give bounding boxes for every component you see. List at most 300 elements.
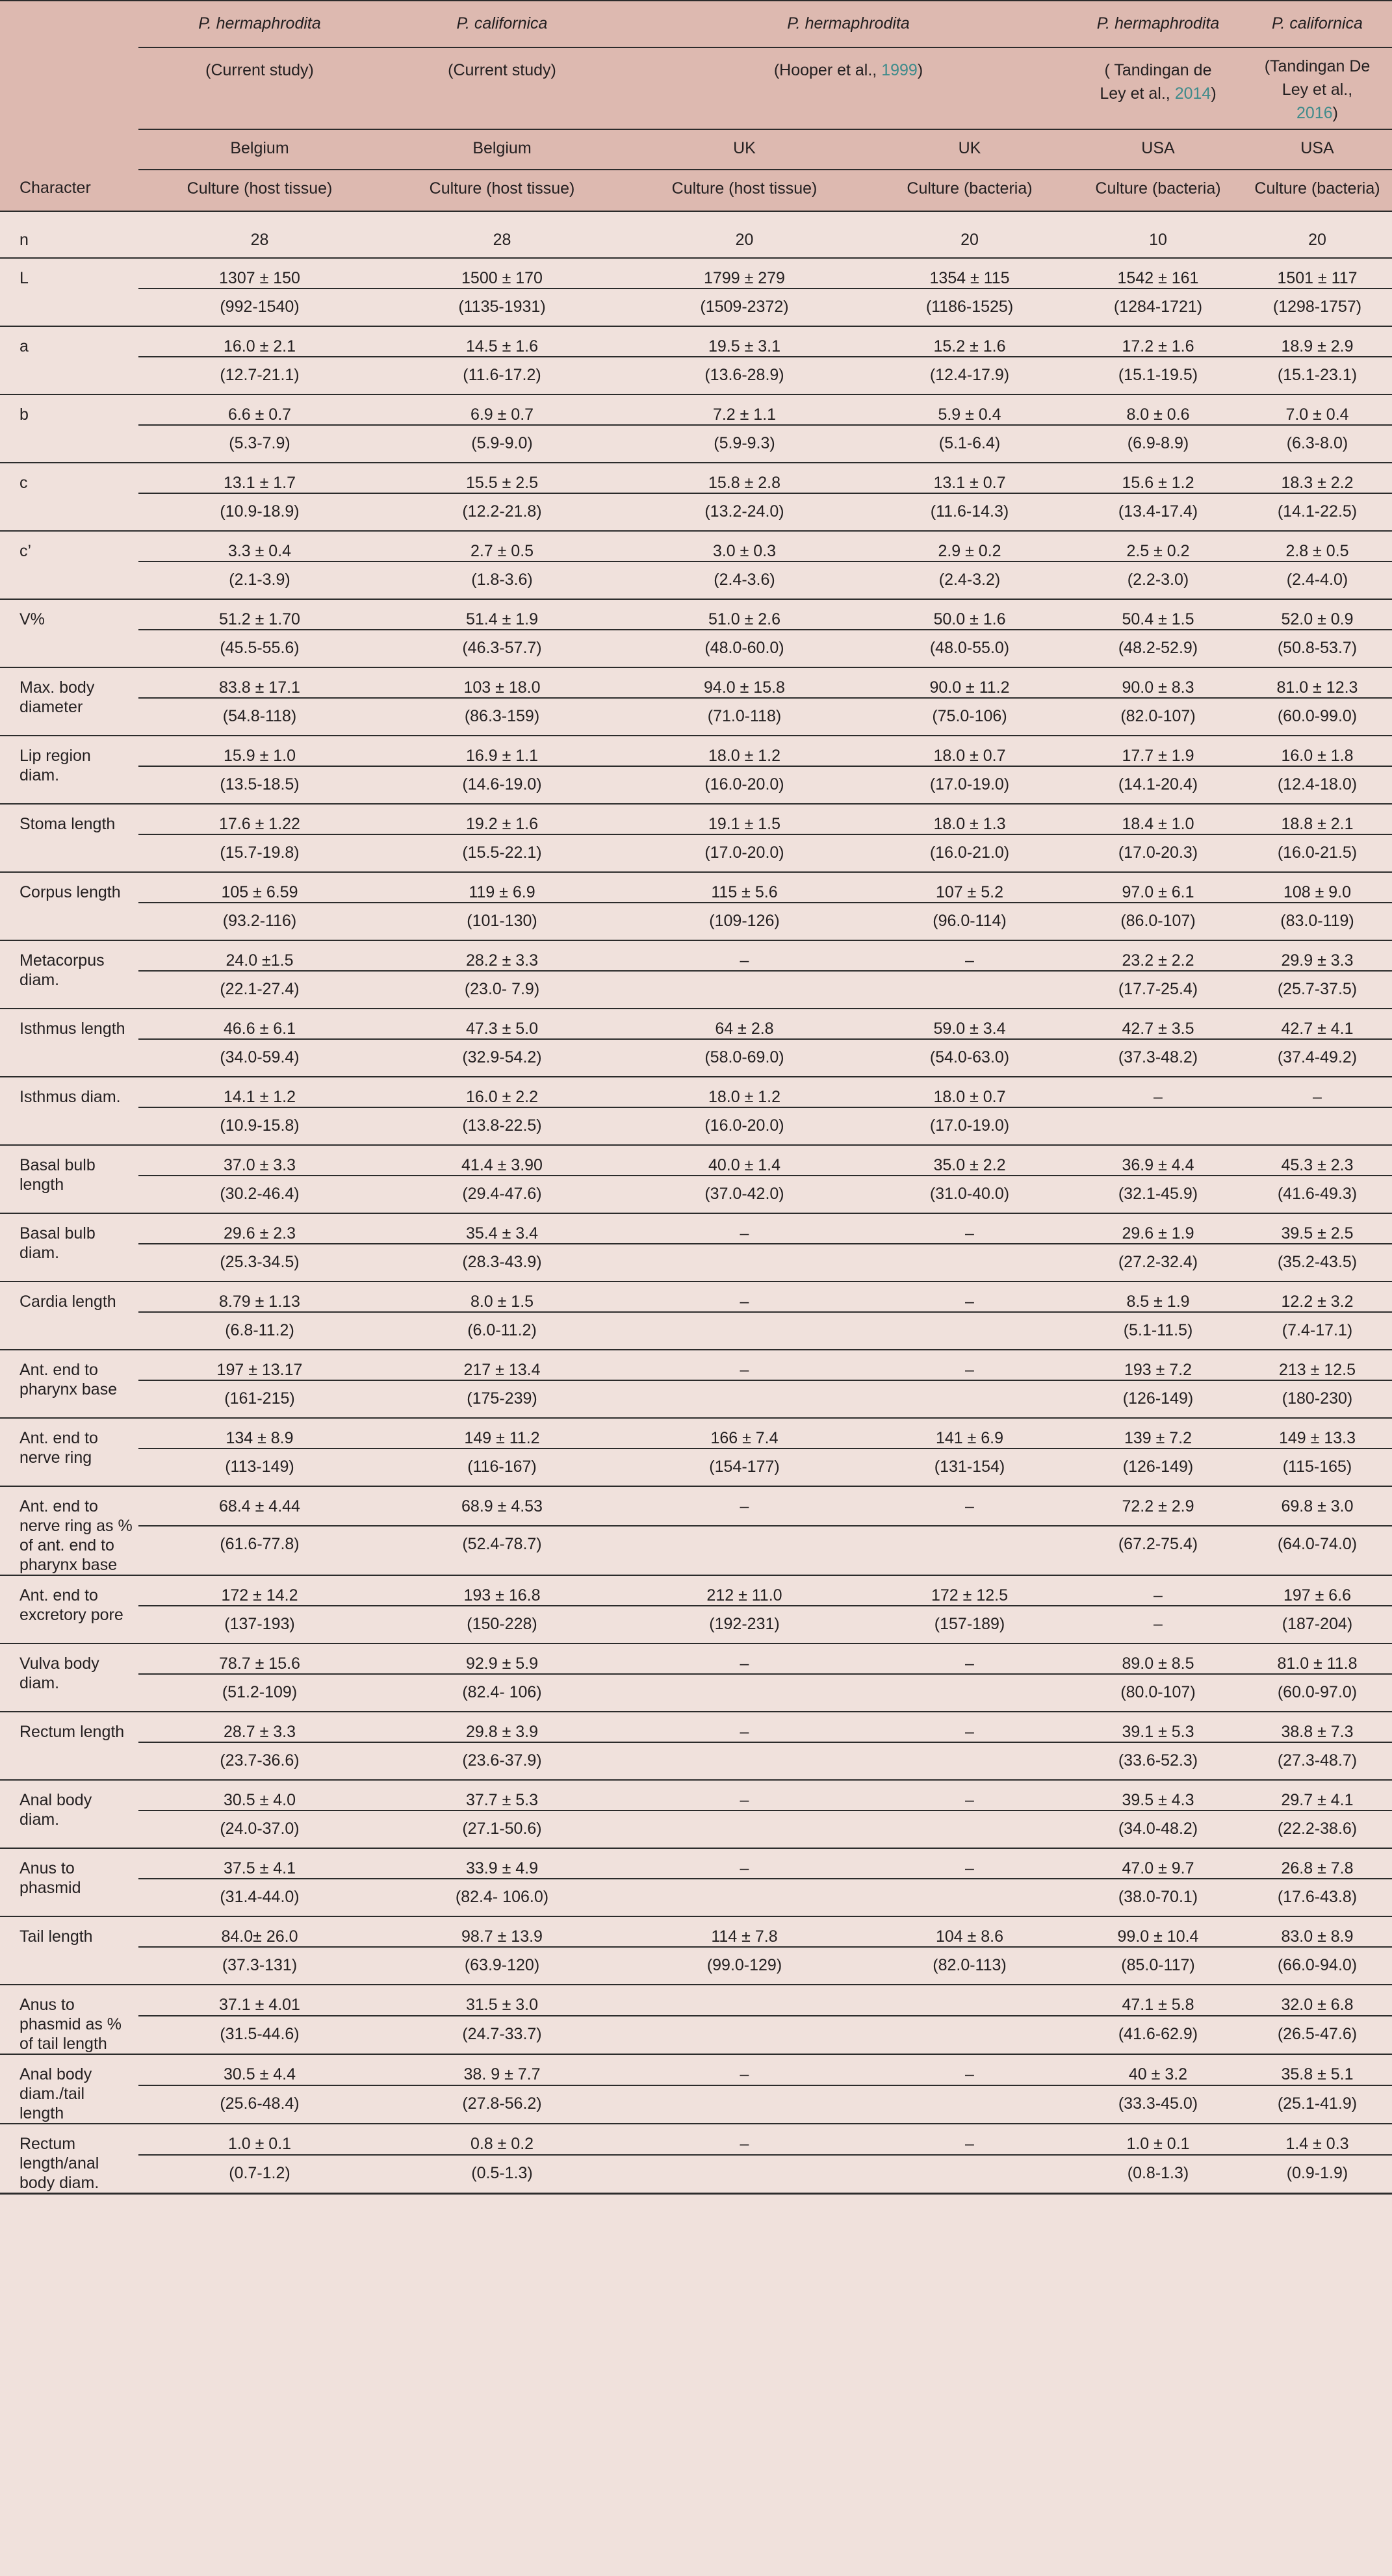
cell-range: (16.0-21.0) bbox=[866, 834, 1074, 872]
cell-range: (6.3-8.0) bbox=[1243, 425, 1392, 463]
cell-mean: 51.4 ± 1.9 bbox=[381, 599, 623, 630]
cell-value: 20 bbox=[623, 211, 866, 258]
row-label: Basal bulb diam. bbox=[0, 1213, 138, 1282]
cell-range: (10.9-18.9) bbox=[138, 493, 381, 531]
row-label: Tail length bbox=[0, 1916, 138, 1985]
table-row bbox=[0, 630, 1392, 667]
study-text: ) bbox=[1211, 84, 1217, 103]
cell-mean: – bbox=[623, 1712, 866, 1742]
table-row bbox=[0, 1380, 1392, 1418]
cell-mean: 141 ± 6.9 bbox=[866, 1418, 1074, 1449]
cell-mean: 13.1 ± 1.7 bbox=[138, 463, 381, 493]
table-row bbox=[0, 1643, 1392, 1674]
cell-range: (1186-1525) bbox=[866, 289, 1074, 326]
cell-mean: 24.0 ±1.5 bbox=[138, 940, 381, 971]
cell-range: (24.0-37.0) bbox=[138, 1810, 381, 1848]
cell-mean: 35.0 ± 2.2 bbox=[866, 1145, 1074, 1176]
cell-range: (0.5-1.3) bbox=[381, 2155, 623, 2193]
cell-mean: – bbox=[866, 1282, 1074, 1312]
cell-mean: 3.3 ± 0.4 bbox=[138, 531, 381, 561]
cell-value: 20 bbox=[1243, 211, 1392, 258]
cell-range bbox=[623, 2016, 866, 2054]
cell-mean: 28.7 ± 3.3 bbox=[138, 1712, 381, 1742]
cell-mean: 64 ± 2.8 bbox=[623, 1009, 866, 1039]
cell-range: (32.9-54.2) bbox=[381, 1039, 623, 1077]
cell-range: (180-230) bbox=[1243, 1380, 1392, 1418]
cell-range: (38.0-70.1) bbox=[1074, 1879, 1243, 1916]
cell-range: (13.6-28.9) bbox=[623, 357, 866, 394]
cell-mean: – bbox=[866, 2124, 1074, 2155]
cell-range: (34.0-59.4) bbox=[138, 1039, 381, 1077]
cell-mean: 2.5 ± 0.2 bbox=[1074, 531, 1243, 561]
cell-range: (5.3-7.9) bbox=[138, 425, 381, 463]
study-header bbox=[1243, 47, 1392, 129]
cell-mean: 5.9 ± 0.4 bbox=[866, 394, 1074, 425]
cell-mean: 18.0 ± 0.7 bbox=[866, 736, 1074, 766]
study-header bbox=[623, 47, 1074, 129]
cell-mean: 1.4 ± 0.3 bbox=[1243, 2124, 1392, 2155]
cell-range: (37.3-48.2) bbox=[1074, 1039, 1243, 1077]
cell-mean: 51.2 ± 1.70 bbox=[138, 599, 381, 630]
corner-cell bbox=[0, 1, 138, 47]
cell-mean: 47.1 ± 5.8 bbox=[1074, 1985, 1243, 2016]
table-row bbox=[0, 667, 1392, 698]
cell-range bbox=[866, 1312, 1074, 1350]
cell-mean bbox=[623, 1985, 866, 2016]
cell-range: (66.0-94.0) bbox=[1243, 1947, 1392, 1985]
cell-range: (175-239) bbox=[381, 1380, 623, 1418]
cell-range: (12.7-21.1) bbox=[138, 357, 381, 394]
cell-range: (75.0-106) bbox=[866, 698, 1074, 736]
cell-mean: – bbox=[623, 1282, 866, 1312]
cell-mean: – bbox=[866, 1486, 1074, 1526]
culture-header-row bbox=[0, 170, 1392, 211]
row-label: L bbox=[0, 258, 138, 326]
row-label: Metacorpus diam. bbox=[0, 940, 138, 1009]
citation-link[interactable]: 1999 bbox=[881, 61, 918, 79]
table-row bbox=[0, 258, 1392, 289]
table-row bbox=[0, 425, 1392, 463]
cell-mean: 29.7 ± 4.1 bbox=[1243, 1780, 1392, 1810]
cell-range: (1298-1757) bbox=[1243, 289, 1392, 326]
cell-mean: 139 ± 7.2 bbox=[1074, 1418, 1243, 1449]
cell-mean: 89.0 ± 8.5 bbox=[1074, 1643, 1243, 1674]
cell-range bbox=[866, 2016, 1074, 2054]
cell-mean: 18.0 ± 0.7 bbox=[866, 1077, 1074, 1107]
cell-mean: 83.0 ± 8.9 bbox=[1243, 1916, 1392, 1947]
species-header: P. hermaphrodita bbox=[138, 1, 381, 47]
table-row bbox=[0, 2085, 1392, 2124]
cell-mean: 6.9 ± 0.7 bbox=[381, 394, 623, 425]
cell-mean: 14.5 ± 1.6 bbox=[381, 326, 623, 357]
cell-range: (2.1-3.9) bbox=[138, 561, 381, 599]
table-row bbox=[0, 1213, 1392, 1244]
cell-mean: 13.1 ± 0.7 bbox=[866, 463, 1074, 493]
cell-mean: – bbox=[623, 2124, 866, 2155]
cell-range bbox=[623, 1810, 866, 1848]
study-header-row bbox=[0, 47, 1392, 129]
cell-mean: 29.6 ± 2.3 bbox=[138, 1213, 381, 1244]
cell-mean: 107 ± 5.2 bbox=[866, 872, 1074, 903]
cell-mean: – bbox=[866, 2054, 1074, 2085]
cell-range: (24.7-33.7) bbox=[381, 2016, 623, 2054]
study-text: (Current study) bbox=[205, 61, 314, 79]
cell-mean: 81.0 ± 11.8 bbox=[1243, 1643, 1392, 1674]
cell-mean: 47.3 ± 5.0 bbox=[381, 1009, 623, 1039]
row-label: Ant. end to pharynx base bbox=[0, 1350, 138, 1418]
cell-mean: 69.8 ± 3.0 bbox=[1243, 1486, 1392, 1526]
cell-range: (28.3-43.9) bbox=[381, 1244, 623, 1282]
cell-mean: 33.9 ± 4.9 bbox=[381, 1848, 623, 1879]
cell-range: (1284-1721) bbox=[1074, 289, 1243, 326]
cell-range: (25.7-37.5) bbox=[1243, 971, 1392, 1009]
cell-range: (13.4-17.4) bbox=[1074, 493, 1243, 531]
cell-range: (37.4-49.2) bbox=[1243, 1039, 1392, 1077]
cell-range: (34.0-48.2) bbox=[1074, 1810, 1243, 1848]
cell-mean: 28.2 ± 3.3 bbox=[381, 940, 623, 971]
cell-mean: 1307 ± 150 bbox=[138, 258, 381, 289]
cell-mean: 68.9 ± 4.53 bbox=[381, 1486, 623, 1526]
cell-range: (37.3-131) bbox=[138, 1947, 381, 1985]
cell-range: (187-204) bbox=[1243, 1606, 1392, 1643]
table-row bbox=[0, 698, 1392, 736]
cell-range: (22.2-38.6) bbox=[1243, 1810, 1392, 1848]
cell-range: (16.0-20.0) bbox=[623, 766, 866, 804]
row-label: Rectum length/anal body diam. bbox=[0, 2124, 138, 2194]
cell-range: (33.6-52.3) bbox=[1074, 1742, 1243, 1780]
cell-range: (64.0-74.0) bbox=[1243, 1526, 1392, 1575]
row-label: Anal body diam./tail length bbox=[0, 2054, 138, 2124]
cell-range: (0.7-1.2) bbox=[138, 2155, 381, 2193]
cell-mean: 83.8 ± 17.1 bbox=[138, 667, 381, 698]
cell-mean: 1500 ± 170 bbox=[381, 258, 623, 289]
cell-range: (41.6-49.3) bbox=[1243, 1176, 1392, 1213]
cell-range: (113-149) bbox=[138, 1449, 381, 1486]
cell-range: (1135-1931) bbox=[381, 289, 623, 326]
cell-range: (126-149) bbox=[1074, 1380, 1243, 1418]
cell-mean: 212 ± 11.0 bbox=[623, 1575, 866, 1606]
species-header-row bbox=[0, 1, 1392, 47]
cell-range: (63.9-120) bbox=[381, 1947, 623, 1985]
cell-mean: 3.0 ± 0.3 bbox=[623, 531, 866, 561]
cell-range: (25.6-48.4) bbox=[138, 2085, 381, 2124]
cell-mean: 45.3 ± 2.3 bbox=[1243, 1145, 1392, 1176]
cell-range bbox=[623, 1674, 866, 1712]
cell-mean: 39.5 ± 2.5 bbox=[1243, 1213, 1392, 1244]
cell-range: (32.1-45.9) bbox=[1074, 1176, 1243, 1213]
cell-mean: 149 ± 11.2 bbox=[381, 1418, 623, 1449]
cell-range: (15.5-22.1) bbox=[381, 834, 623, 872]
table-row bbox=[0, 1350, 1392, 1380]
country-header: Belgium bbox=[138, 129, 381, 170]
cell-range: (17.0-20.0) bbox=[623, 834, 866, 872]
cell-mean: 1.0 ± 0.1 bbox=[138, 2124, 381, 2155]
cell-range: (14.1-22.5) bbox=[1243, 493, 1392, 531]
table-row bbox=[0, 1039, 1392, 1077]
cell-range: (26.5-47.6) bbox=[1243, 2016, 1392, 2054]
cell-mean: 197 ± 13.17 bbox=[138, 1350, 381, 1380]
cell-range: (27.1-50.6) bbox=[381, 1810, 623, 1848]
cell-mean: 114 ± 7.8 bbox=[623, 1916, 866, 1947]
study-text: (Tandingan De Ley et al., bbox=[1264, 57, 1371, 99]
cell-range bbox=[623, 1244, 866, 1282]
cell-range: (33.3-45.0) bbox=[1074, 2085, 1243, 2124]
table-row bbox=[0, 1916, 1392, 1947]
culture-header: Culture (bacteria) bbox=[1074, 170, 1243, 211]
row-label: a bbox=[0, 326, 138, 394]
cell-mean: 30.5 ± 4.0 bbox=[138, 1780, 381, 1810]
table-row bbox=[0, 1526, 1392, 1575]
cell-range: (22.1-27.4) bbox=[138, 971, 381, 1009]
table-row bbox=[0, 1712, 1392, 1742]
cell-mean: 12.2 ± 3.2 bbox=[1243, 1282, 1392, 1312]
table-row bbox=[0, 1674, 1392, 1712]
cell-mean: 38. 9 ± 7.7 bbox=[381, 2054, 623, 2085]
table-row bbox=[0, 1009, 1392, 1039]
cell-mean: – bbox=[866, 940, 1074, 971]
cell-range: (0.9-1.9) bbox=[1243, 2155, 1392, 2193]
cell-range bbox=[866, 1742, 1074, 1780]
cell-range: (80.0-107) bbox=[1074, 1674, 1243, 1712]
row-label: Corpus length bbox=[0, 872, 138, 940]
cell-mean: – bbox=[866, 1350, 1074, 1380]
cell-mean: 92.9 ± 5.9 bbox=[381, 1643, 623, 1674]
cell-mean: 8.0 ± 0.6 bbox=[1074, 394, 1243, 425]
cell-mean: 15.8 ± 2.8 bbox=[623, 463, 866, 493]
cell-range: (14.1-20.4) bbox=[1074, 766, 1243, 804]
cell-range bbox=[866, 1879, 1074, 1916]
cell-mean: 99.0 ± 10.4 bbox=[1074, 1916, 1243, 1947]
cell-mean: 50.0 ± 1.6 bbox=[866, 599, 1074, 630]
table-row bbox=[0, 1282, 1392, 1312]
cell-mean: 213 ± 12.5 bbox=[1243, 1350, 1392, 1380]
cell-mean: – bbox=[623, 1848, 866, 1879]
cell-mean: 172 ± 14.2 bbox=[138, 1575, 381, 1606]
cell-range: (13.5-18.5) bbox=[138, 766, 381, 804]
table-row bbox=[0, 2054, 1392, 2085]
table-row bbox=[0, 1848, 1392, 1879]
cell-mean: – bbox=[1074, 1575, 1243, 1606]
table-row bbox=[0, 1418, 1392, 1449]
cell-mean: 90.0 ± 8.3 bbox=[1074, 667, 1243, 698]
cell-range: (11.6-14.3) bbox=[866, 493, 1074, 531]
study-header bbox=[381, 47, 623, 129]
cell-mean: – bbox=[866, 1780, 1074, 1810]
cell-mean: 1542 ± 161 bbox=[1074, 258, 1243, 289]
cell-mean: 72.2 ± 2.9 bbox=[1074, 1486, 1243, 1526]
cell-range: (992-1540) bbox=[138, 289, 381, 326]
cell-range bbox=[866, 2085, 1074, 2124]
cell-range: (86.3-159) bbox=[381, 698, 623, 736]
cell-range: (131-154) bbox=[866, 1449, 1074, 1486]
culture-header: Culture (host tissue) bbox=[381, 170, 623, 211]
cell-range: (161-215) bbox=[138, 1380, 381, 1418]
cell-range: (16.0-20.0) bbox=[623, 1107, 866, 1145]
cell-mean: 115 ± 5.6 bbox=[623, 872, 866, 903]
cell-mean: 15.6 ± 1.2 bbox=[1074, 463, 1243, 493]
study-text: (Current study) bbox=[448, 61, 556, 79]
citation-link[interactable]: 2016 bbox=[1296, 104, 1333, 122]
row-label: Vulva body diam. bbox=[0, 1643, 138, 1712]
table-row bbox=[0, 903, 1392, 940]
cell-range: (86.0-107) bbox=[1074, 903, 1243, 940]
row-label: Rectum length bbox=[0, 1712, 138, 1780]
cell-mean: – bbox=[623, 2054, 866, 2085]
table-row bbox=[0, 463, 1392, 493]
cell-mean: 134 ± 8.9 bbox=[138, 1418, 381, 1449]
cell-range bbox=[623, 1879, 866, 1916]
cell-range: (46.3-57.7) bbox=[381, 630, 623, 667]
cell-range: (37.0-42.0) bbox=[623, 1176, 866, 1213]
cell-mean: 105 ± 6.59 bbox=[138, 872, 381, 903]
cell-mean: 19.1 ± 1.5 bbox=[623, 804, 866, 834]
table-row bbox=[0, 326, 1392, 357]
row-label: Isthmus length bbox=[0, 1009, 138, 1077]
citation-link[interactable]: 2014 bbox=[1174, 84, 1211, 103]
cell-range: (5.1-6.4) bbox=[866, 425, 1074, 463]
cell-mean: 18.3 ± 2.2 bbox=[1243, 463, 1392, 493]
cell-range: (23.7-36.6) bbox=[138, 1742, 381, 1780]
cell-mean: 16.0 ± 1.8 bbox=[1243, 736, 1392, 766]
cell-range: (116-167) bbox=[381, 1449, 623, 1486]
cell-mean: 17.6 ± 1.22 bbox=[138, 804, 381, 834]
cell-range: (2.4-3.6) bbox=[623, 561, 866, 599]
row-label: Anal body diam. bbox=[0, 1780, 138, 1848]
table-row bbox=[0, 872, 1392, 903]
sample-size-row bbox=[0, 211, 1392, 258]
cell-mean: – bbox=[623, 1780, 866, 1810]
table-row bbox=[0, 2124, 1392, 2155]
cell-range: (96.0-114) bbox=[866, 903, 1074, 940]
cell-mean: 172 ± 12.5 bbox=[866, 1575, 1074, 1606]
cell-mean: 108 ± 9.0 bbox=[1243, 872, 1392, 903]
cell-range: (61.6-77.8) bbox=[138, 1526, 381, 1575]
cell-range: (27.3-48.7) bbox=[1243, 1742, 1392, 1780]
table-row bbox=[0, 1312, 1392, 1350]
row-label: Ant. end to nerve ring bbox=[0, 1418, 138, 1486]
country-header: Belgium bbox=[381, 129, 623, 170]
cell-mean: 35.8 ± 5.1 bbox=[1243, 2054, 1392, 2085]
cell-mean: 8.79 ± 1.13 bbox=[138, 1282, 381, 1312]
species-header: P. hermaphrodita bbox=[1074, 1, 1243, 47]
table-row bbox=[0, 971, 1392, 1009]
cell-range: (5.9-9.0) bbox=[381, 425, 623, 463]
cell-mean: 6.6 ± 0.7 bbox=[138, 394, 381, 425]
cell-mean: 18.0 ± 1.3 bbox=[866, 804, 1074, 834]
cell-range: (58.0-69.0) bbox=[623, 1039, 866, 1077]
cell-mean: 35.4 ± 3.4 bbox=[381, 1213, 623, 1244]
cell-mean: 15.2 ± 1.6 bbox=[866, 326, 1074, 357]
cell-mean: 17.2 ± 1.6 bbox=[1074, 326, 1243, 357]
cell-range: (13.2-24.0) bbox=[623, 493, 866, 531]
cell-mean: – bbox=[866, 1712, 1074, 1742]
study-header bbox=[1074, 47, 1243, 129]
row-label: Isthmus diam. bbox=[0, 1077, 138, 1145]
cell-mean: 103 ± 18.0 bbox=[381, 667, 623, 698]
cell-mean: – bbox=[866, 1848, 1074, 1879]
culture-header: Culture (bacteria) bbox=[866, 170, 1074, 211]
cell-mean: 149 ± 13.3 bbox=[1243, 1418, 1392, 1449]
cell-range: (27.8-56.2) bbox=[381, 2085, 623, 2124]
cell-mean: 29.8 ± 3.9 bbox=[381, 1712, 623, 1742]
cell-range: (15.1-23.1) bbox=[1243, 357, 1392, 394]
cell-mean: 37.5 ± 4.1 bbox=[138, 1848, 381, 1879]
table-row bbox=[0, 1176, 1392, 1213]
cell-range bbox=[866, 1244, 1074, 1282]
table-row bbox=[0, 1145, 1392, 1176]
cell-range: (2.4-3.2) bbox=[866, 561, 1074, 599]
table-row bbox=[0, 940, 1392, 971]
row-label: Anus to phasmid bbox=[0, 1848, 138, 1916]
cell-range: (101-130) bbox=[381, 903, 623, 940]
cell-mean: 18.9 ± 2.9 bbox=[1243, 326, 1392, 357]
cell-mean bbox=[866, 1985, 1074, 2016]
cell-mean: 1799 ± 279 bbox=[623, 258, 866, 289]
cell-range: (54.0-63.0) bbox=[866, 1039, 1074, 1077]
table-row bbox=[0, 1575, 1392, 1606]
cell-mean: 39.1 ± 5.3 bbox=[1074, 1712, 1243, 1742]
cell-mean: – bbox=[866, 1643, 1074, 1674]
cell-range: (16.0-21.5) bbox=[1243, 834, 1392, 872]
table-row bbox=[0, 394, 1392, 425]
table-row bbox=[0, 1742, 1392, 1780]
cell-range: (82.0-113) bbox=[866, 1947, 1074, 1985]
cell-range: (12.2-21.8) bbox=[381, 493, 623, 531]
species-header: P. hermaphrodita bbox=[623, 1, 1074, 47]
cell-range: (60.0-99.0) bbox=[1243, 698, 1392, 736]
table-row bbox=[0, 1947, 1392, 1985]
cell-mean: 50.4 ± 1.5 bbox=[1074, 599, 1243, 630]
cell-range: (7.4-17.1) bbox=[1243, 1312, 1392, 1350]
cell-mean: 2.9 ± 0.2 bbox=[866, 531, 1074, 561]
cell-mean: 29.9 ± 3.3 bbox=[1243, 940, 1392, 971]
cell-mean: 8.5 ± 1.9 bbox=[1074, 1282, 1243, 1312]
cell-mean: 52.0 ± 0.9 bbox=[1243, 599, 1392, 630]
table-row bbox=[0, 599, 1392, 630]
study-header bbox=[138, 47, 381, 129]
species-header: P. californica bbox=[1243, 1, 1392, 47]
cell-mean: 193 ± 7.2 bbox=[1074, 1350, 1243, 1380]
table-header bbox=[0, 1, 1392, 211]
cell-mean: – bbox=[1243, 1077, 1392, 1107]
cell-range: (67.2-75.4) bbox=[1074, 1526, 1243, 1575]
cell-range: (31.0-40.0) bbox=[866, 1176, 1074, 1213]
cell-mean: 38.8 ± 7.3 bbox=[1243, 1712, 1392, 1742]
cell-range: (50.8-53.7) bbox=[1243, 630, 1392, 667]
cell-range: (35.2-43.5) bbox=[1243, 1244, 1392, 1282]
row-label: c’ bbox=[0, 531, 138, 599]
cell-range: (115-165) bbox=[1243, 1449, 1392, 1486]
row-label: b bbox=[0, 394, 138, 463]
row-label: Cardia length bbox=[0, 1282, 138, 1350]
cell-range: (2.4-4.0) bbox=[1243, 561, 1392, 599]
cell-mean: 37.7 ± 5.3 bbox=[381, 1780, 623, 1810]
table-row bbox=[0, 1780, 1392, 1810]
table-row bbox=[0, 493, 1392, 531]
cell-range: (17.6-43.8) bbox=[1243, 1879, 1392, 1916]
table-body bbox=[0, 211, 1392, 2194]
cell-mean: – bbox=[1074, 1077, 1243, 1107]
cell-range: (126-149) bbox=[1074, 1449, 1243, 1486]
cell-mean: 1354 ± 115 bbox=[866, 258, 1074, 289]
cell-range: (51.2-109) bbox=[138, 1674, 381, 1712]
cell-range bbox=[623, 1312, 866, 1350]
cell-mean: 30.5 ± 4.4 bbox=[138, 2054, 381, 2085]
cell-mean: 46.6 ± 6.1 bbox=[138, 1009, 381, 1039]
cell-mean: 197 ± 6.6 bbox=[1243, 1575, 1392, 1606]
cell-range: (54.8-118) bbox=[138, 698, 381, 736]
cell-mean: – bbox=[623, 940, 866, 971]
